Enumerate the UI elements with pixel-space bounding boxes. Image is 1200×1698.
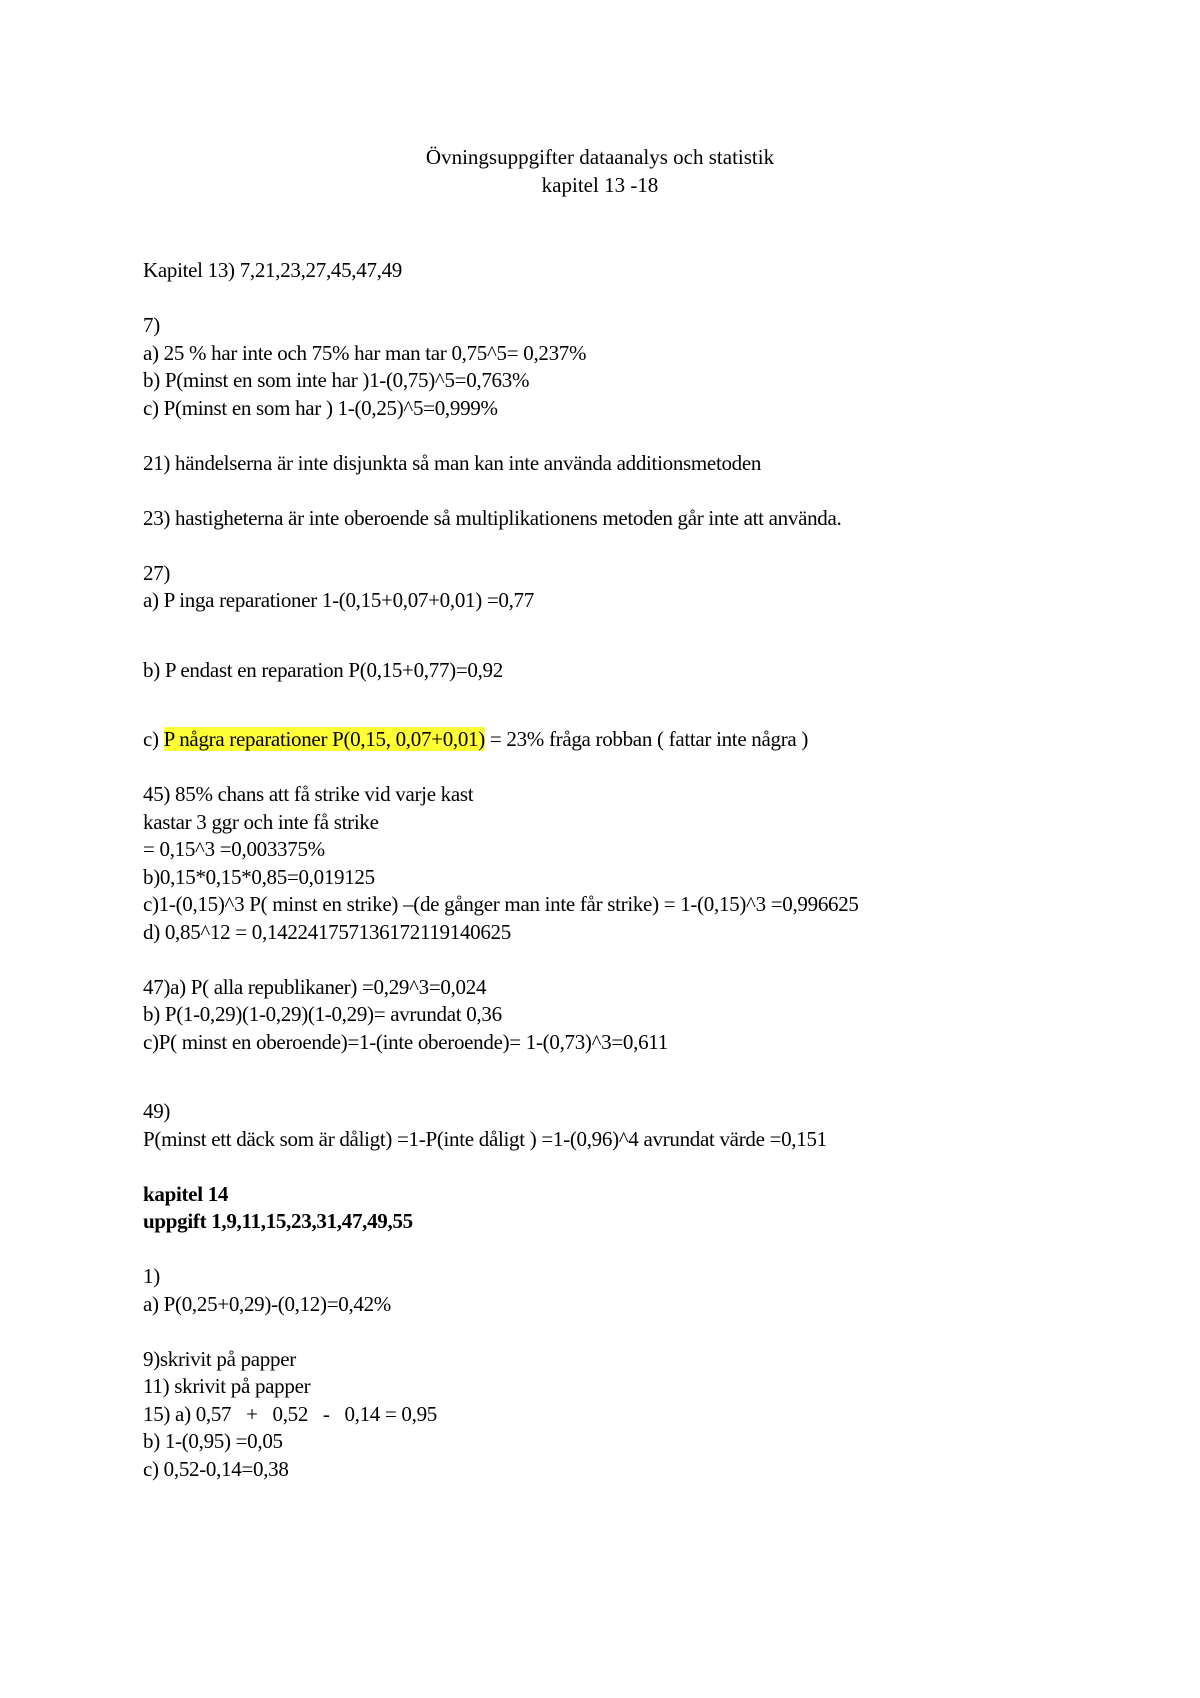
q7-answer-c: c) P(minst en som har ) 1-(0,25)^5=0,999% bbox=[143, 395, 498, 420]
q47-answer-b: b) P(1-0,29)(1-0,29)(1-0,29)= avrundat 0,36 bbox=[143, 1002, 502, 1026]
title-block bbox=[0, 144, 1200, 199]
chapter-13-heading: Kapitel 13) 7,21,23,27,45,47,49 bbox=[143, 258, 403, 282]
q45-line-1: 45) 85% chans att få strike vid varje kast bbox=[143, 782, 474, 806]
ch14-q15-answer-c: c) 0,52-0,14=0,38 bbox=[143, 1456, 289, 1481]
spacer bbox=[143, 1056, 1163, 1098]
spacer bbox=[143, 946, 1163, 974]
spacer bbox=[143, 1318, 1163, 1346]
q27-c-highlighted-text: P några reparationer P(0,15, 0,07+0,01) bbox=[163, 727, 485, 751]
q7-number: 7) bbox=[143, 313, 160, 337]
q47-answer-c: c)P( minst en oberoende)=1-(inte oberoende)= 1-(0,73)^3=0,611 bbox=[143, 1029, 668, 1054]
q45-line-5: c)1-(0,15)^3 P( minst en strike) –(de gånger man inte får strike) = 1-(0,15)^3 =0,996625 bbox=[143, 892, 859, 916]
q7-answer-b: b) P(minst en som inte har )1-(0,75)^5=0,763% bbox=[143, 368, 530, 392]
spacer bbox=[143, 615, 1163, 657]
document-subtitle: kapitel 13 -18 bbox=[541, 172, 659, 197]
ch14-q9-answer: 9)skrivit på papper bbox=[143, 1346, 296, 1371]
ch14-q1-number: 1) bbox=[143, 1264, 160, 1288]
q7-answer-a: a) 25 % har inte och 75% har man tar 0,75^5= 0,237% bbox=[143, 340, 587, 365]
q45-line-4: b)0,15*0,15*0,85=0,019125 bbox=[143, 864, 375, 889]
spacer bbox=[143, 1236, 1163, 1264]
chapter-14-subheading: uppgift 1,9,11,15,23,31,47,49,55 bbox=[143, 1209, 413, 1233]
q27-c-rest: = 23% fråga robban ( fattar inte några ) bbox=[484, 727, 809, 751]
spacer bbox=[143, 684, 1163, 726]
chapter-14-heading: kapitel 14 bbox=[143, 1181, 229, 1206]
spacer bbox=[143, 754, 1163, 782]
q45-line-3: = 0,15^3 =0,003375% bbox=[143, 837, 325, 861]
q45-line-2: kastar 3 ggr och inte få strike bbox=[143, 809, 379, 834]
q27-c-prefix: c) bbox=[143, 727, 164, 751]
q49-number: 49) bbox=[143, 1099, 171, 1123]
q45-line-6: d) 0,85^12 = 0,142241757136172119140625 bbox=[143, 919, 511, 944]
q21-answer: 21) händelserna är inte disjunkta så man kan inte använda additionsmetoden bbox=[143, 450, 762, 475]
q23-answer: 23) hastigheterna är inte oberoende så multiplikationens metoden går inte att använda. bbox=[143, 505, 842, 530]
q27-number: 27) bbox=[143, 560, 171, 585]
spacer bbox=[143, 477, 1163, 505]
spacer bbox=[143, 285, 1163, 313]
q49-answer: P(minst ett däck som är dåligt) =1-P(inte dåligt ) =1-(0,96)^4 avrundat värde =0,151 bbox=[143, 1126, 827, 1151]
ch14-q1-answer-a: a) P(0,25+0,29)-(0,12)=0,42% bbox=[143, 1291, 391, 1316]
document-body bbox=[143, 257, 1163, 1483]
spacer bbox=[143, 1153, 1163, 1181]
ch14-q15-answer-a: 15) a) 0,57 + 0,52 - 0,14 = 0,95 bbox=[143, 1401, 437, 1426]
spacer bbox=[143, 422, 1163, 450]
q27-answer-c bbox=[143, 726, 1163, 754]
ch14-q15-answer-b: b) 1-(0,95) =0,05 bbox=[143, 1429, 283, 1453]
q27-answer-b: b) P endast en reparation P(0,15+0,77)=0,92 bbox=[143, 657, 503, 682]
ch14-q11-answer: 11) skrivit på papper bbox=[143, 1374, 311, 1398]
document-title: Övningsuppgifter dataanalys och statistik bbox=[425, 145, 775, 169]
q47-answer-a: 47)a) P( alla republikaner) =0,29^3=0,024 bbox=[143, 974, 487, 999]
spacer bbox=[143, 532, 1163, 560]
q27-answer-a: a) P inga reparationer 1-(0,15+0,07+0,01) =0,77 bbox=[143, 588, 534, 612]
